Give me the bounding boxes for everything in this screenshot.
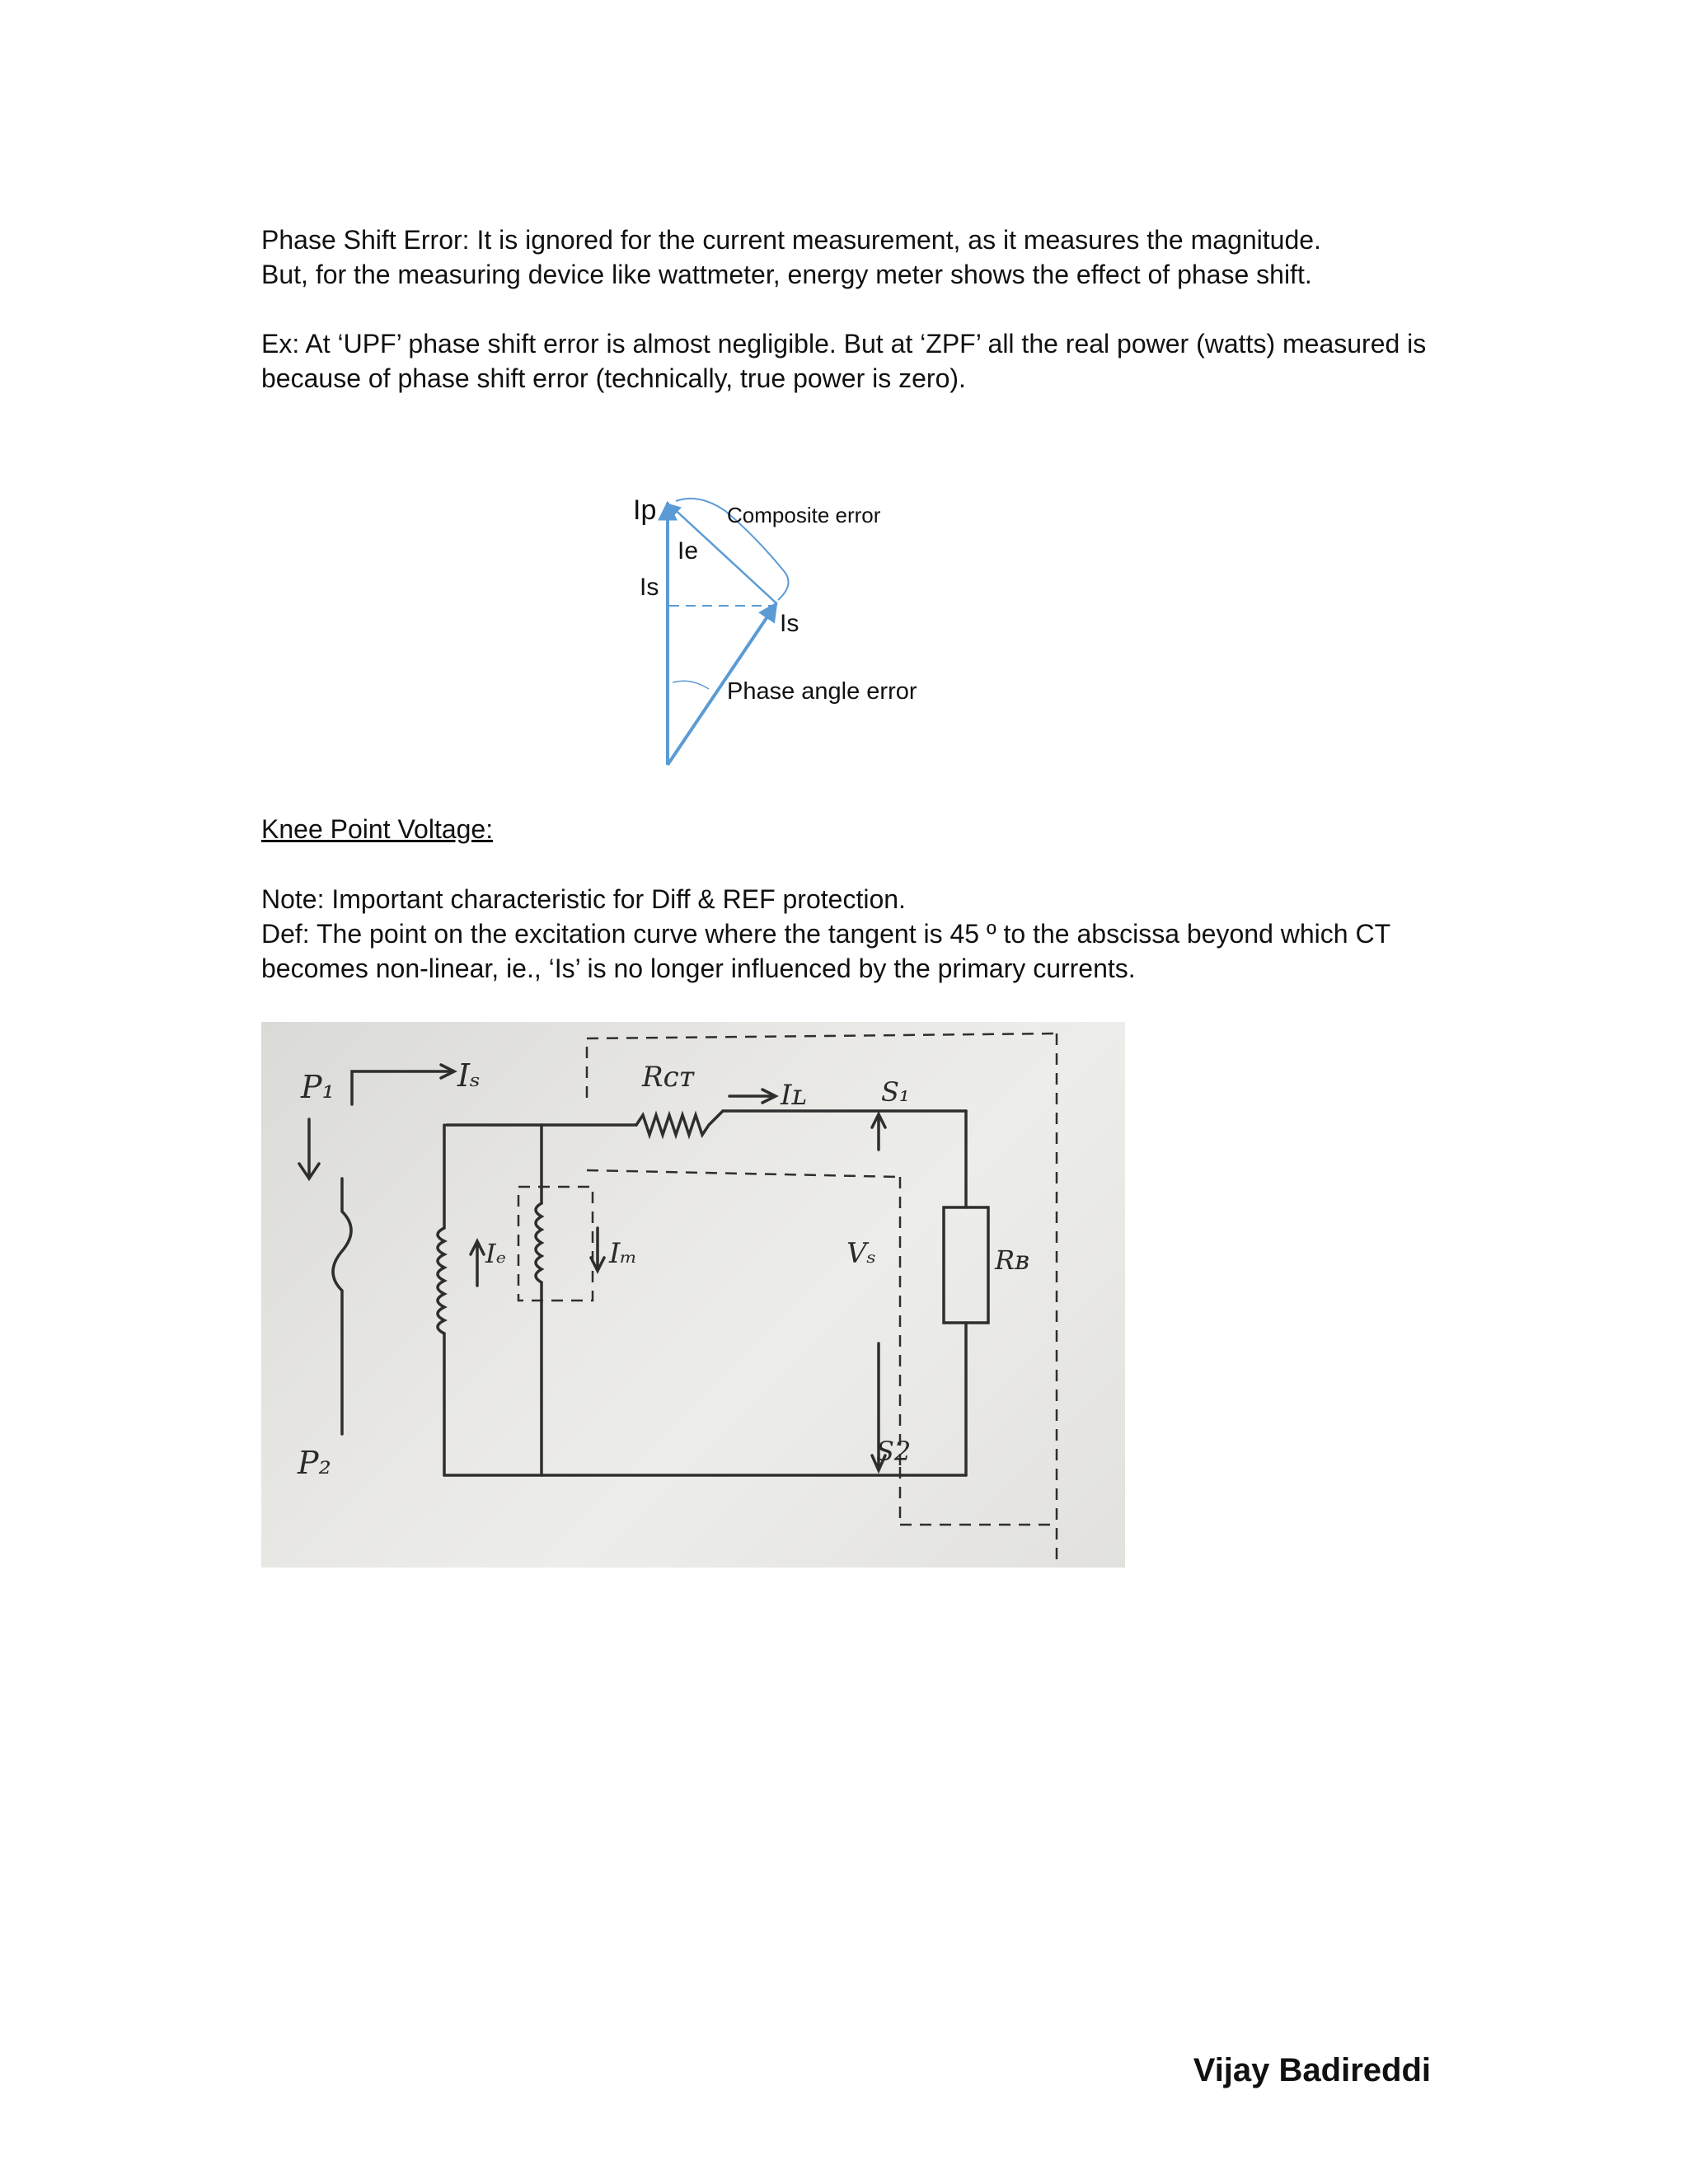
circuit-il-label: Iʟ	[781, 1079, 807, 1112]
circuit-im-label: Iₘ	[609, 1237, 638, 1270]
circuit-s1-label: S₁	[881, 1076, 910, 1108]
circuit-ie-label: Iₑ	[485, 1238, 507, 1269]
ie-label: Ie	[678, 537, 699, 565]
circuit-s2-label: S2	[876, 1436, 912, 1467]
is-left-label: Is	[640, 574, 659, 601]
circuit-rct-label: Rᴄᴛ	[642, 1061, 695, 1094]
circuit-p2-label: P₂	[298, 1445, 331, 1481]
phase-shift-line-2: But, for the measuring device like wattmeter, energy meter shows the effect of phase shift.	[261, 260, 1312, 289]
example-line-2: because of phase shift error (technically, true power is zero).	[261, 363, 966, 393]
circuit-vs-label: Vₛ	[846, 1237, 877, 1270]
example-paragraph	[261, 326, 1465, 396]
ip-label: Ip	[633, 494, 657, 526]
definition-paragraph	[261, 916, 1465, 986]
composite-error-label: Composite error	[727, 503, 881, 527]
phasor-diagram	[593, 486, 973, 783]
is-right-label: Is	[780, 610, 799, 637]
phase-angle-error-label: Phase angle error	[727, 678, 917, 705]
circuit-drawing	[261, 1022, 1125, 1568]
circuit-rb-label: Rʙ	[995, 1244, 1030, 1276]
phase-shift-line-1: Phase Shift Error: It is ignored for the current measurement, as it measures the magnitude.	[261, 225, 1321, 255]
example-line-1: Ex: At ‘UPF’ phase shift error is almost negligible. But at ‘ZPF’ all the real power (watts) measured is	[261, 329, 1427, 359]
ct-equivalent-circuit-photo	[261, 1022, 1125, 1568]
phase-angle-arc	[673, 681, 709, 689]
knee-point-heading: Knee Point Voltage:	[261, 814, 494, 844]
note-text: Note: Important characteristic for Diff & REF protection.	[261, 884, 906, 914]
author-name: Vijay Badireddi	[1193, 2052, 1431, 2088]
definition-line-1: Def: The point on the excitation curve where the tangent is 45 º to the abscissa beyond which CT	[261, 919, 1391, 949]
circuit-is-label: Iₛ	[457, 1057, 481, 1094]
definition-line-2: becomes non-linear, ie., ‘Is’ is no longer influenced by the primary currents.	[261, 954, 1136, 983]
phase-shift-error-paragraph	[261, 223, 1465, 292]
circuit-p1-label: P₁	[301, 1069, 335, 1105]
